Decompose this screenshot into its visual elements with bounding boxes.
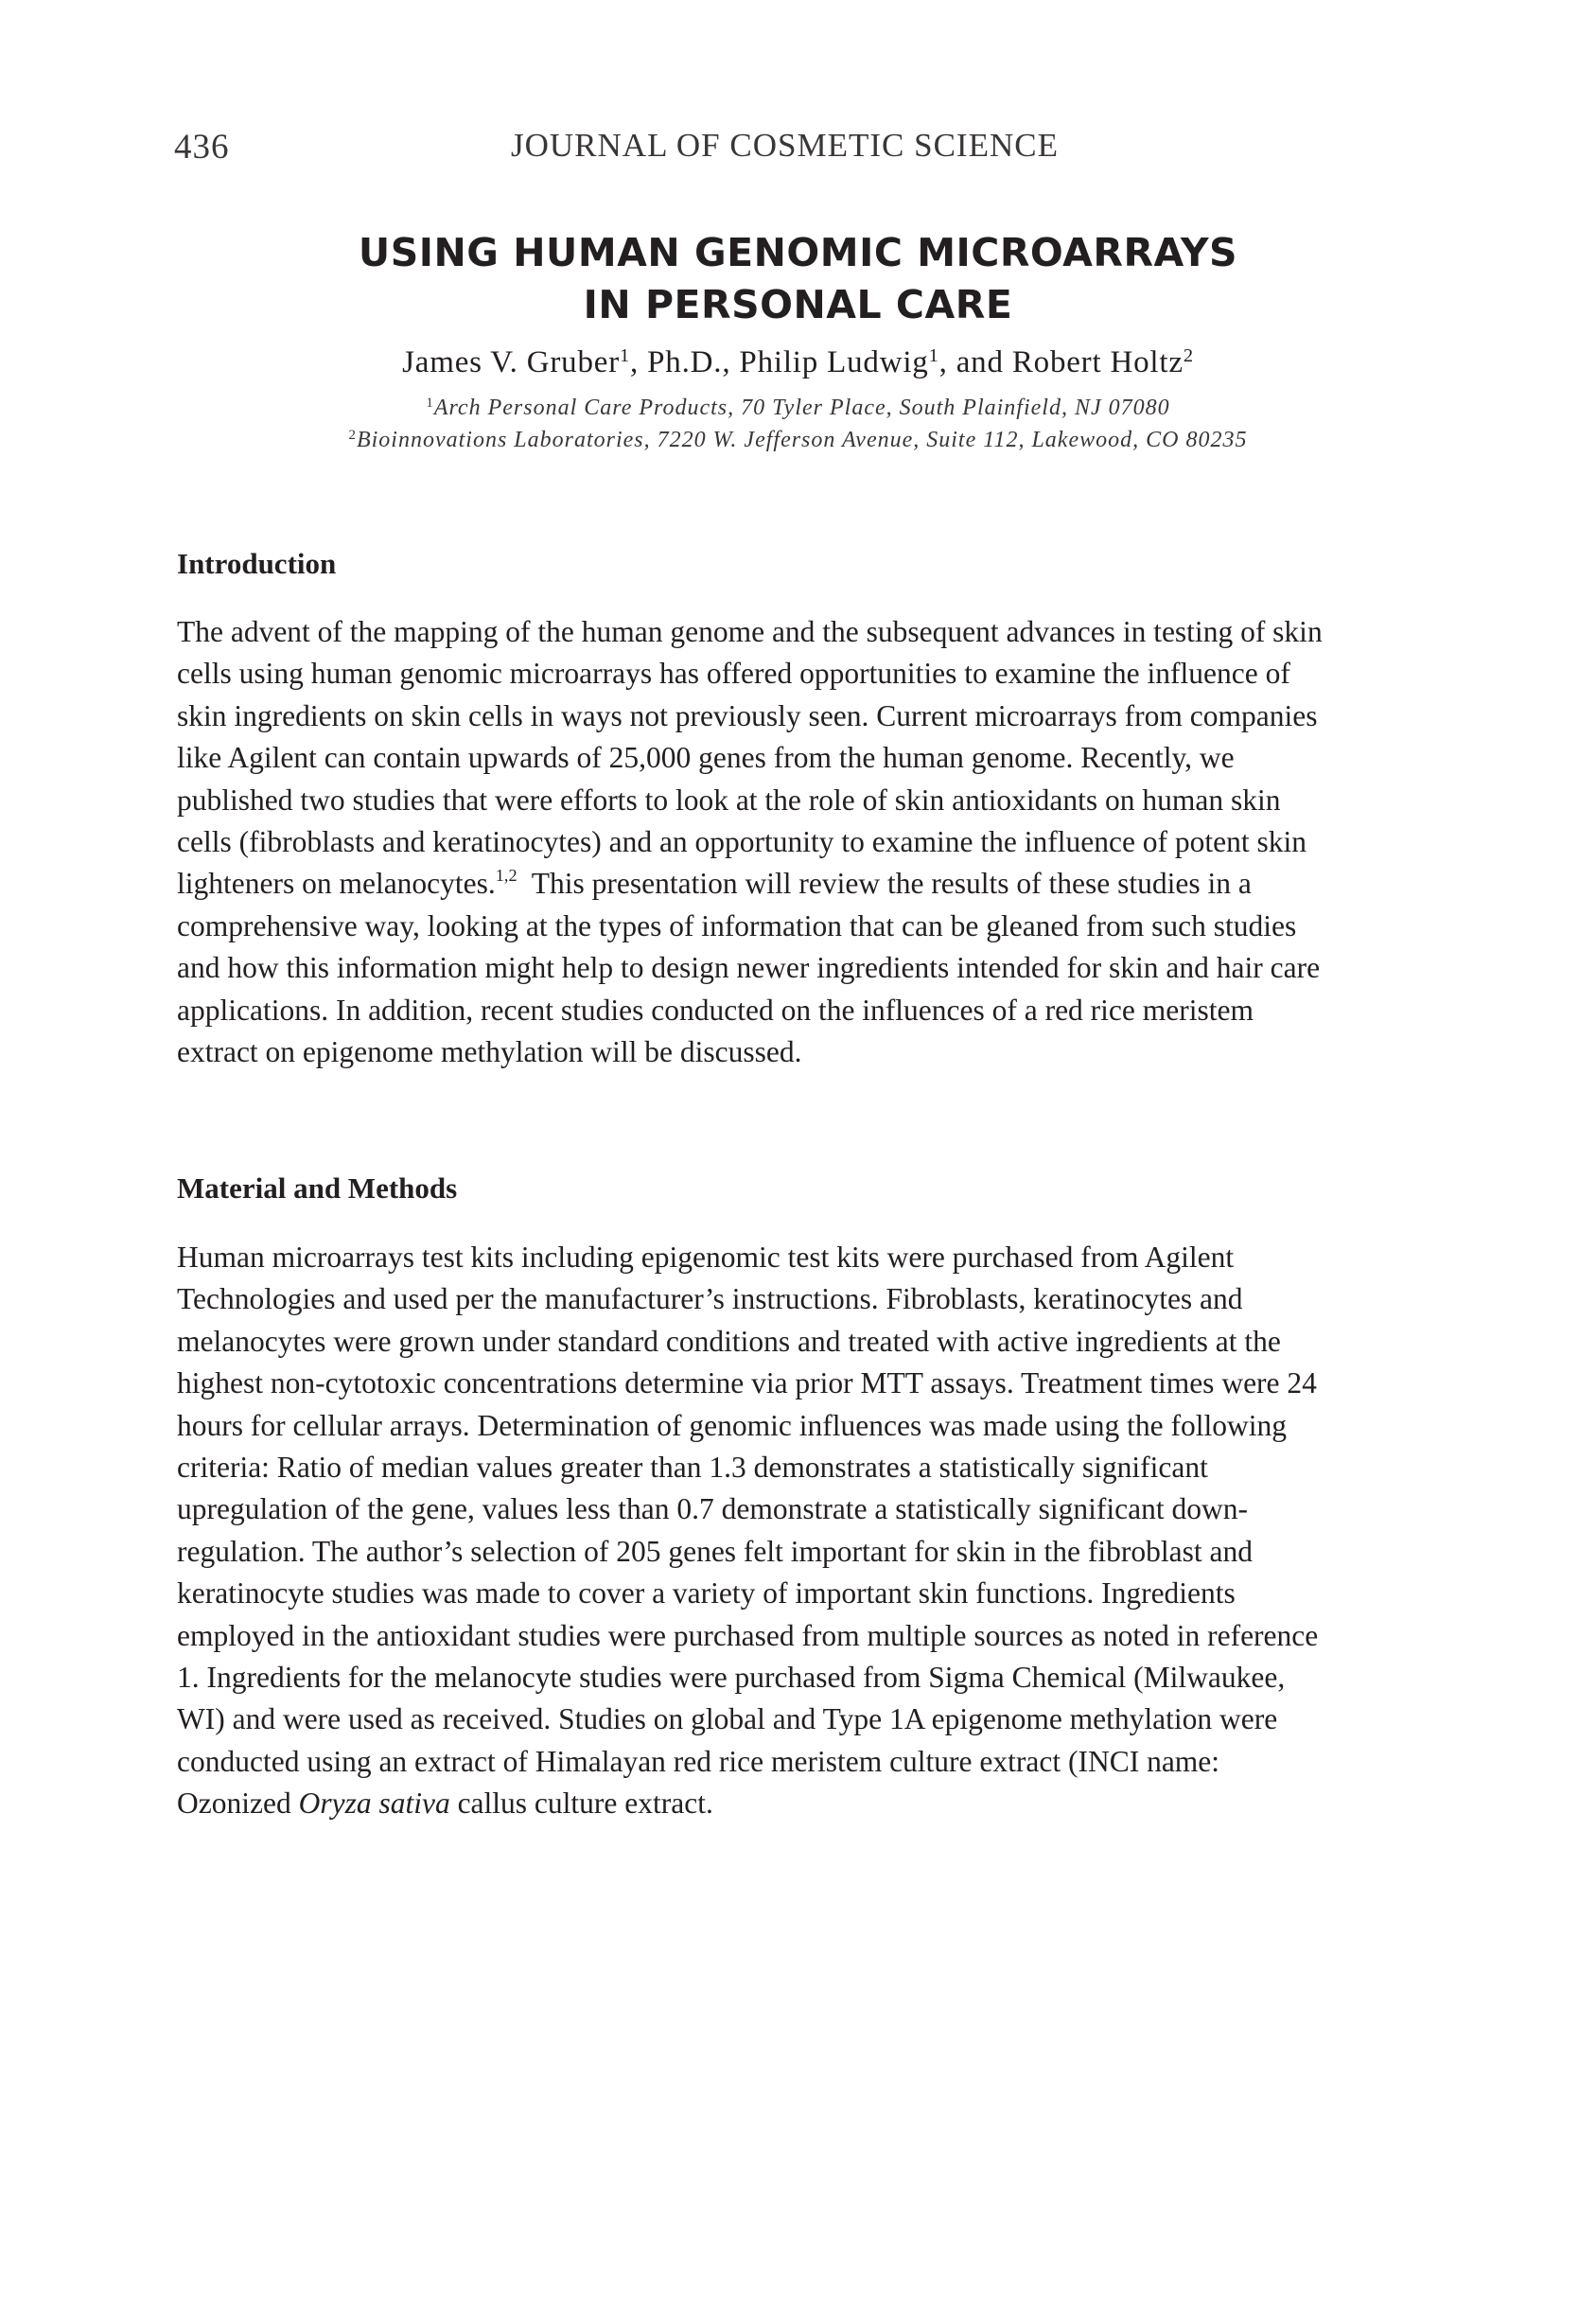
introduction-heading: Introduction	[177, 547, 337, 580]
affiliation-2	[0, 428, 1596, 453]
author-1-affiliation-mark: 1	[620, 344, 631, 366]
intro-line-4: like Agilent can contain upwards of 25,000 genes from the human genome. Recently, we	[177, 741, 1235, 775]
intro-line-7	[177, 863, 1426, 905]
methods-line-9: keratinocyte studies was made to cover a variety of important skin functions. Ingredients	[177, 1576, 1236, 1611]
methods-line-5: hours for cellular arrays. Determination of genomic influences was made using the following	[177, 1408, 1288, 1442]
species-name: Oryza sativa	[298, 1787, 450, 1821]
journal-title: JOURNAL OF COSMETIC SCIENCE	[511, 127, 1059, 164]
intro-line-11: extract on epigenome methylation will be discussed.	[177, 1035, 802, 1069]
article-title-line-2: IN PERSONAL CARE	[583, 282, 1013, 327]
methods-line-8: regulation. The author’s selection of 205 genes felt important for skin in the fibroblast and	[177, 1534, 1253, 1568]
author-2-name: Philip Ludwig	[739, 345, 929, 379]
intro-line-7-end: This presentation will review the results of these studies in a	[517, 867, 1252, 901]
running-head	[0, 127, 1596, 174]
methods-line-3: melanocytes were grown under standard conditions and treated with active ingredients at the	[177, 1324, 1281, 1358]
methods-line-14-start: Ozonized	[177, 1787, 299, 1821]
article-title-line-1: USING HUMAN GENOMIC MICROARRAYS	[358, 230, 1238, 275]
article-title	[0, 227, 1596, 331]
methods-line-13: conducted using an extract of Himalayan red rice meristem culture extract (INCI name:	[177, 1744, 1220, 1778]
methods-paragraph	[177, 1237, 1426, 1825]
intro-line-5: published two studies that were efforts to look at the role of skin antioxidants on human skin	[177, 783, 1281, 817]
methods-line-7: upregulation of the gene, values less than 0.7 demonstrate a statistically significant down-	[177, 1492, 1248, 1526]
citation-marker: 1,2	[495, 866, 517, 886]
methods-line-2: Technologies and used per the manufacturer’s instructions. Fibroblasts, keratinocytes and	[177, 1282, 1243, 1316]
affiliation-1-text: Arch Personal Care Products, 70 Tyler Place, South Plainfield, NJ 07080	[433, 396, 1170, 420]
methods-line-14-end: callus culture extract.	[449, 1787, 713, 1821]
intro-line-10: applications. In addition, recent studies conducted on the influences of a red rice meristem	[177, 993, 1254, 1027]
intro-line-3: skin ingredients on skin cells in ways not previously seen. Current microarrays from companies	[177, 698, 1318, 732]
methods-line-4: highest non-cytotoxic concentrations determine via prior MTT assays. Treatment times were 24	[177, 1366, 1317, 1400]
introduction-paragraph	[177, 611, 1426, 1073]
author-3-affiliation-mark: 2	[1183, 344, 1194, 366]
affiliation-1-mark: 1	[426, 395, 434, 411]
affiliation-2-mark: 2	[348, 427, 357, 443]
intro-line-8: comprehensive way, looking at the types of information that can be gleaned from such studies	[177, 908, 1297, 942]
intro-line-2: cells using human genomic microarrays has offered opportunities to examine the influence of	[177, 657, 1290, 691]
author-3-name: Robert Holtz	[1011, 345, 1184, 379]
author-1-degree: , Ph.D.,	[630, 345, 740, 379]
page-number: 436	[174, 128, 230, 167]
methods-line-11: 1. Ingredients for the melanocyte studies were purchased from Sigma Chemical (Milwaukee,	[177, 1661, 1286, 1695]
affiliation-2-text: Bioinnovations Laboratories, 7220 W. Jefferson Avenue, Suite 112, Lakewood, CO 80235	[356, 428, 1248, 452]
methods-line-10: employed in the antioxidant studies were purchased from multiple sources as noted in reference	[177, 1618, 1319, 1652]
methods-line-6: criteria: Ratio of median values greater than 1.3 demonstrates a statistically significant	[177, 1451, 1208, 1485]
methods-line-12: WI) and were used as received. Studies on global and Type 1A epigenome methylation were	[177, 1702, 1278, 1736]
methods-line-1: Human microarrays test kits including epigenomic test kits were purchased from Agilent	[177, 1241, 1235, 1274]
author-2-affiliation-mark: 1	[928, 344, 939, 366]
author-list	[0, 345, 1596, 380]
intro-line-9: and how this information might help to design newer ingredients intended for skin and hair care	[177, 951, 1321, 985]
methods-heading: Material and Methods	[177, 1171, 458, 1205]
author-1-name: James V. Gruber	[402, 345, 620, 379]
intro-line-6: cells (fibroblasts and keratinocytes) and an opportunity to examine the influence of potent skin	[177, 825, 1307, 859]
intro-line-1: The advent of the mapping of the human genome and the subsequent advances in testing of skin	[177, 615, 1323, 648]
affiliation-1	[0, 396, 1596, 421]
methods-line-14	[177, 1783, 1426, 1824]
intro-line-7-start: lighteners on melanocytes.	[177, 867, 496, 901]
author-separator: , and	[938, 345, 1012, 379]
